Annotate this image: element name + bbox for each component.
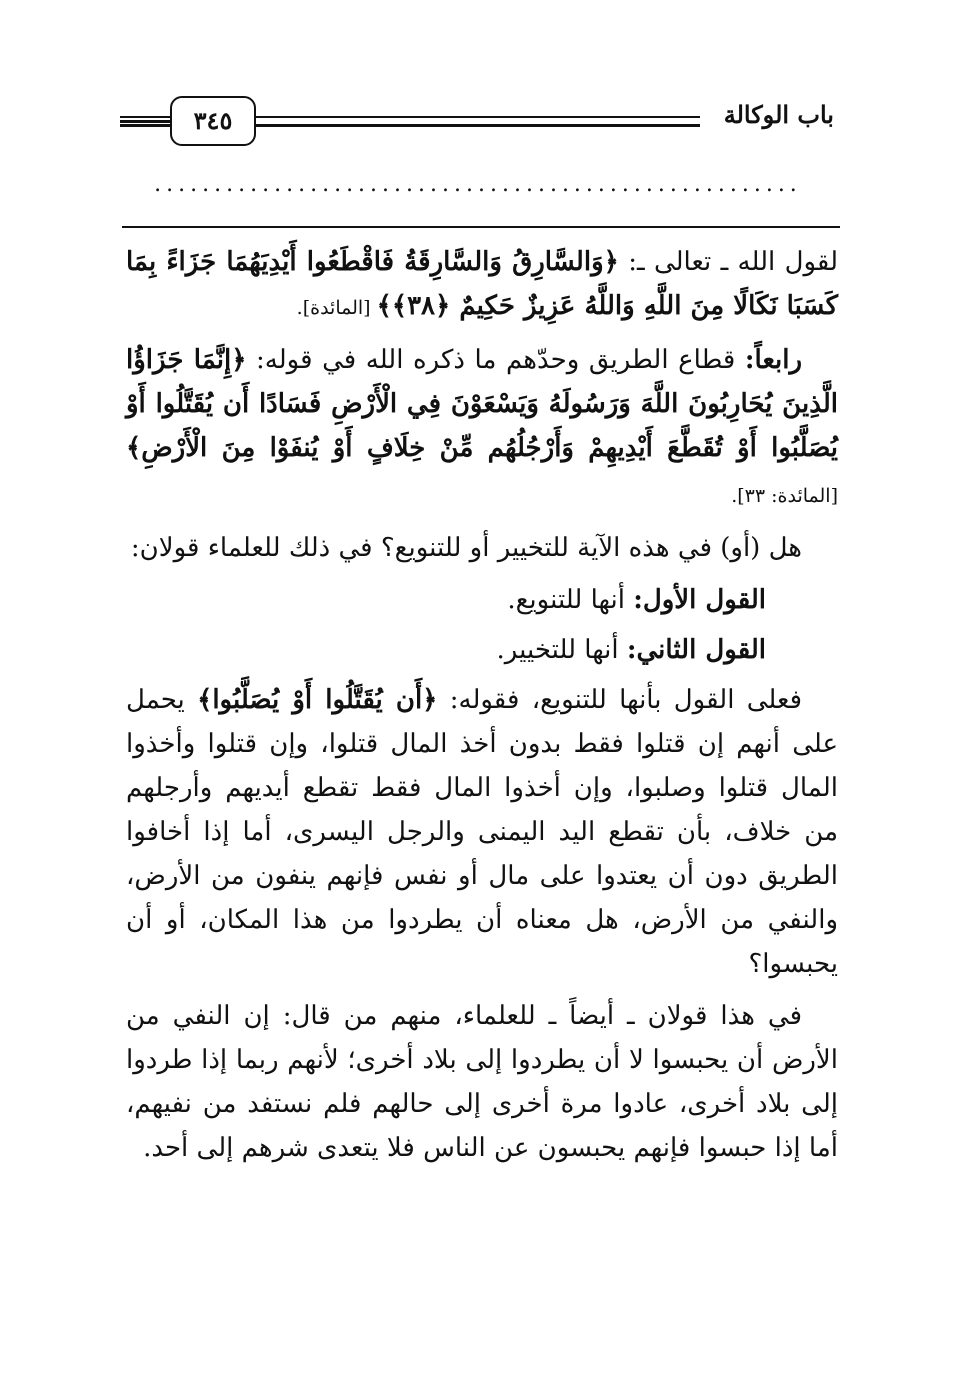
- opinion-first-text: أنها للتنويع.: [507, 585, 634, 615]
- paragraph-2: [126, 338, 838, 518]
- paragraph-1: [126, 240, 838, 330]
- paragraph-1-lead: لقول الله ـ تعالى ـ:: [618, 247, 838, 277]
- opinion-second-text: أنها للتخيير.: [496, 635, 627, 665]
- opinion-second-label: القول الثاني:: [626, 635, 766, 665]
- page-header: [120, 96, 834, 158]
- paragraph-6-rest: يحمل على أنهم إن قتلوا فقط بدون أخذ المال قتلوا، وإن قتلوا وأخذوا المال قتلوا وصلبوا، وإن أخذوا المال فقط تقطع أيديهم وأرجلهم من خلاف، بأن تقطع اليد اليمنى والرجل اليسرى، أما إذا أخافوا الطريق دون أن يعتدوا على مال أو نفس فإنهم ينفون من الأرض، والنفي من الأرض، هل معناه أن يطردوا من هذا المكان، أو أن يحبسوا؟: [126, 685, 838, 979]
- paragraph-2-lead: قطاع الطريق وحدّهم ما ذكره الله في قوله:: [246, 345, 745, 375]
- separator-line: [122, 226, 840, 228]
- opinion-second: [126, 628, 838, 672]
- paragraph-6: [126, 678, 838, 986]
- quran-verse-excerpt: ﴿أَن يُقَتَّلُوا أَوْ يُصَلَّبُوا﴾: [197, 685, 438, 715]
- section-label-fourth: رابعاً:: [744, 345, 802, 375]
- paragraph-7: في هذا قولان ـ أيضاً ـ للعلماء، منهم من قال: إن النفي من الأرض أن يحبسوا لا أن يطردوا إلى بلاد أخرى؛ لأنهم ربما إذا طردوا إلى بلاد أخرى، عادوا مرة أخرى إلى حالهم فلم نستفد من نفيهم، أما إذا حبسوا فإنهم يحبسون عن الناس فلا يتعدى شرهم إلى أحد.: [126, 1001, 838, 1163]
- opinion-first: [126, 578, 838, 622]
- verse-reference: [المائدة: ٣٣].: [731, 485, 838, 507]
- verse-reference: [المائدة].: [296, 297, 377, 319]
- separator-dots: ......................................................: [154, 172, 802, 197]
- chapter-title: باب الوكالة: [723, 100, 834, 129]
- quran-verse-maidah-38: ﴿وَالسَّارِقُ وَالسَّارِقَةُ فَاقْطَعُوا أَيْدِيَهُمَا جَزَاءً بِمَا كَسَبَا نَكَالًا مِنَ اللَّهِ وَاللَّهُ عَزِيزٌ حَكِيمٌ ﴿٣٨﴾﴾: [126, 247, 838, 321]
- opinion-first-label: القول الأول:: [633, 585, 766, 615]
- page-body: [126, 240, 838, 1178]
- paragraph-3: هل (أو) في هذه الآية للتخيير أو للتنويع؟ في ذلك للعلماء قولان:: [130, 533, 802, 563]
- quran-verse-maidah-33: ﴿إِنَّمَا جَزَاؤُا الَّذِينَ يُحَارِبُونَ اللَّهَ وَرَسُولَهُ وَيَسْعَوْنَ فِي الْأَرْضِ فَسَادًا أَن يُقَتَّلُوا أَوْ يُصَلَّبُوا أَوْ تُقَطَّعَ أَيْدِيهِمْ وَأَرْجُلُهُم مِّنْ خِلَافٍ أَوْ يُنفَوْا مِنَ الْأَرْضِ﴾: [126, 345, 838, 463]
- paragraph-6-lead: فعلى القول بأنها للتنويع، فقوله:: [437, 685, 802, 715]
- page-number: ٣٤٥: [170, 96, 256, 146]
